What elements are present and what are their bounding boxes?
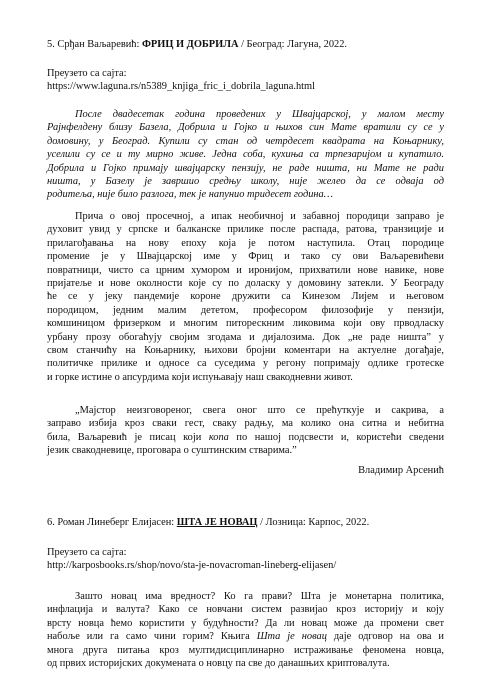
desc-line: инфлација и валута? Како се новчани систем развијао кроз историју и коју [47,604,444,616]
review-line: ће се у јеку пандемије короне дружити са Кинезом Лијем и његовом [47,291,444,303]
desc-line [47,630,444,643]
review-line: свом станчићу на Коњарнику, њихови бројни коментари на актуелне догађаје, [47,345,444,357]
emphasis-text: копа [208,431,229,443]
quote-line: Рајнфелдену близу Базела, Добрила и Гојко и њихов син Мате вратили су се у [47,122,444,134]
desc-line: врсту новца ћемо користити у будућности? Да ли новац може да промени свет [47,617,444,629]
quote-line: Добрила и Гојко примају швајцарску пензију, не раде ништа, ни Мате не ради [47,162,444,174]
review-line: Прича о овој просечној, а ипак необичној и забавној породици заправо је [75,211,444,222]
entry6-description [47,590,444,670]
review-line: комшиницом фризерком и многим питорескним ликовима који ову прводласку [47,318,444,330]
desc-line: од првих историјских докумената о новцу па све до данашњих криптовалута. [47,658,390,670]
entry5-publisher: / Београд: Лагуна, 2022. [238,39,348,50]
entry6-source [47,546,444,572]
entry5-source-link[interactable]: https://www.laguna.rs/n5389_knjiga_fric_i_dobrila_laguna.html [47,81,315,92]
desc-line: многа друга питања кроз мултидисциплинарно истраживање феномена новца, [47,644,444,656]
praise-line: језик свакодневице, проговара о суштинским стварима.” [47,445,297,457]
desc-line-text: набоље или га само чини горим? Књига Шта је новац даје одговор на ова и [47,631,444,643]
entry6-source-link[interactable]: http://karposbooks.rs/shop/novo/sta-je-novacroman-lineberg-elijasen/ [47,560,337,571]
quote-line: После двадесетак година проведених у Швајцарској, у малом месту [75,109,444,120]
desc-line: Зашто новац има вредност? Ко га прави? Шта је монетарна политика, [75,591,444,602]
entry5-praise [47,404,444,458]
entry5-source-label: Преузето са сајта: [47,68,127,79]
review-line: урбану прозу обогаћују својим згодама и дијалозима. Док „не раде ништа” у [47,331,444,343]
quote-line: родитеља, није било разлога, тек је напунио тридесет година… [47,189,333,201]
review-line: пријатеље и нове околности које су по доласку у домовину затекли. У Београду [47,278,444,290]
review-line: породицом, једним малим дететом, професором филозофије у пензији, [47,304,444,316]
entry5-signature: Владимир Арсенић [358,465,444,476]
entry6-title [47,516,444,529]
quote-line: уселили су се и ту мирно живе. Једна соба, кухиња са трпезаријом и купатило. [47,149,444,161]
entry6-source-label: Преузето са сајта: [47,547,127,558]
entry5-review [47,210,444,384]
entry5-source [47,67,444,93]
entry5-author: 5. Срђан Ваљаревић: [47,39,142,50]
review-line: духовит увид у српске и балканске прилике после распада, ратова, транзиције и [47,224,444,236]
entry5-book-title: ФРИЦ И ДОБРИЛА [141,39,239,50]
praise-line: била, Ваљаревић је писац који копа по нашој подсвести и, користећи сведени [47,431,445,443]
entry6-publisher: / Лозница: Карпос, 2022. [257,517,370,528]
quote-line: домовину, у Београд. Купили су стан од четрдесет квадрата на Коњарнику, [47,135,444,147]
praise-line: заправо избија кроз сваки гест, сваку радњу, ма колико она ситна и небитна [47,418,444,430]
review-line: прилагођавања на нову епоху која је потом наступила. Отац породице [47,237,444,249]
entry5-quote [47,108,444,202]
praise-line: „Мајстор неизговореног, свега оног што се прећуткује и сакрива, а [75,405,444,416]
review-line: политичке прилике и односе са суседима у регону попримају одлике гротеске [47,358,444,370]
review-line: повратници, чисто са црним хумором и иронијом, прихватили нове навике, нове [47,264,444,276]
entry6-book-title: ШТА ЈЕ НОВАЦ [176,517,258,528]
review-line: и горке истине о апсурдима који испуњавају наш свакодневни живот. [47,371,353,383]
entry5-title [47,38,444,51]
quote-line: ништа, у Базелу је завршио средњу школу, није желео да се одваја од [47,176,444,188]
review-line: промение је у Швајцарској име у Фриц и тако су ови Ваљаревићеви [47,251,444,263]
entry6-author: 6. Роман Линеберг Елијасен: [47,517,177,528]
emphasis-text: Шта је новац [256,631,327,643]
